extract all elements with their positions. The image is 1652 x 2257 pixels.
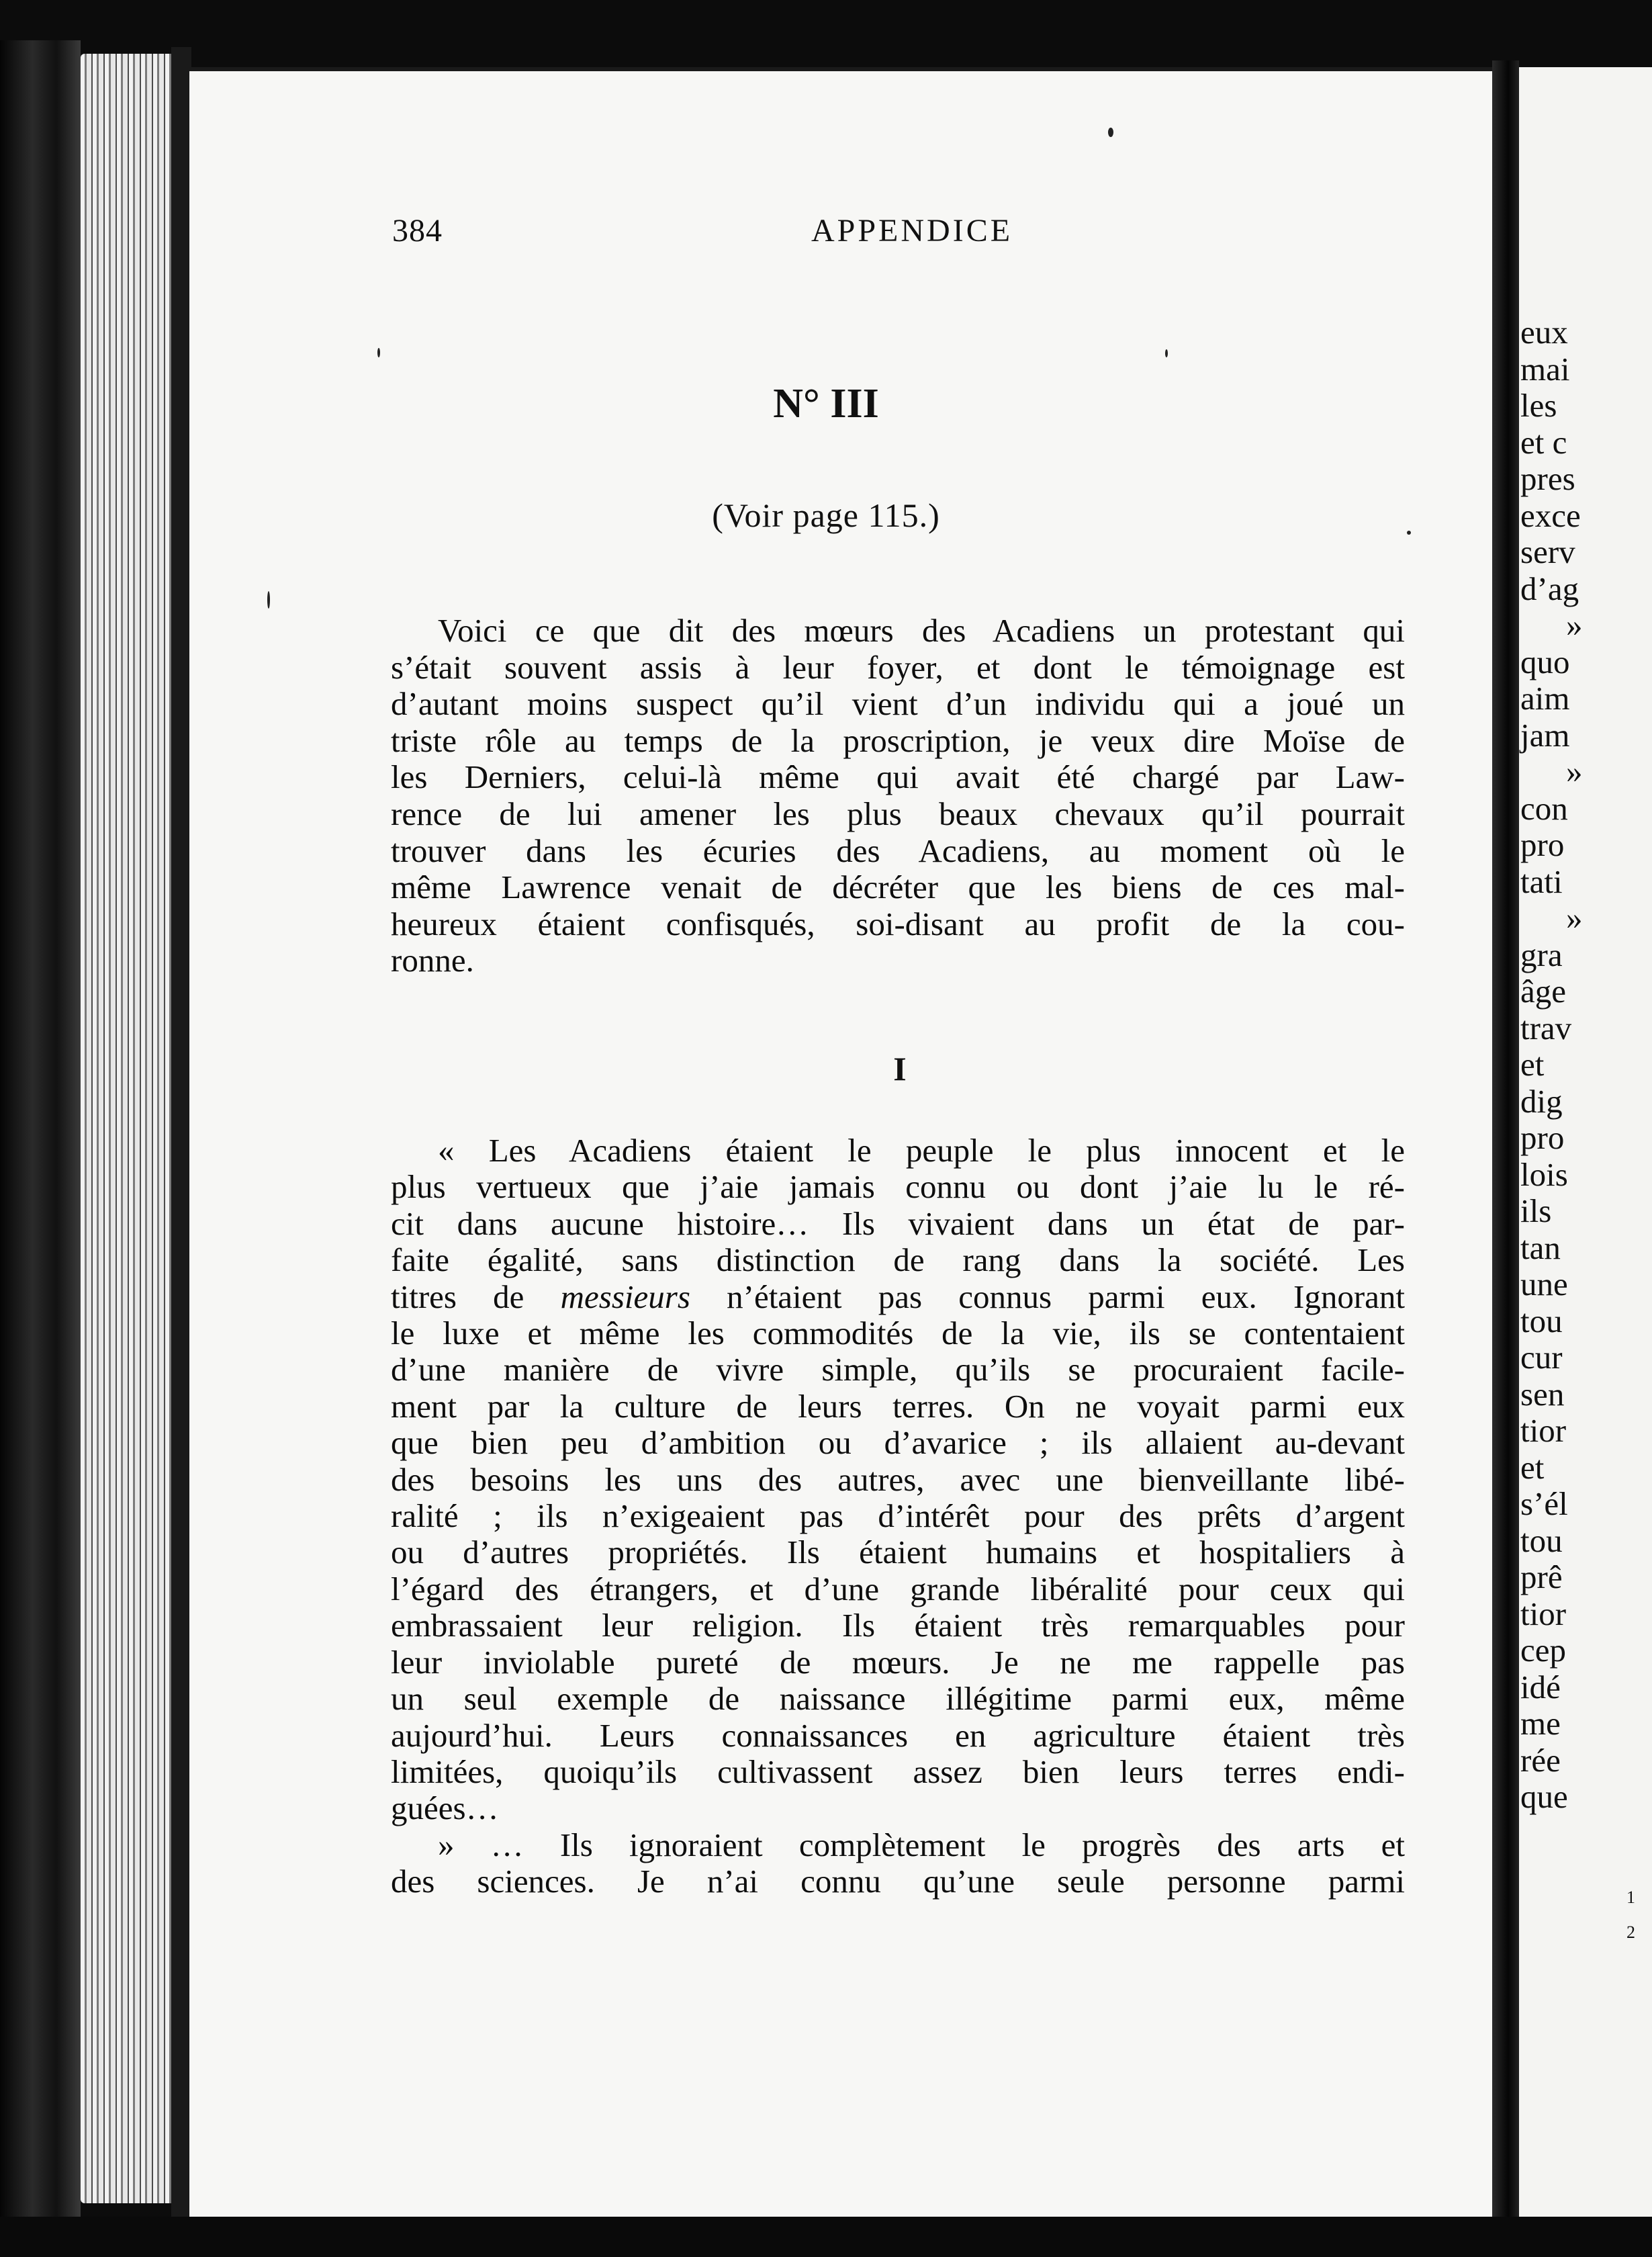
facing-page-line: quo — [1520, 643, 1570, 680]
facing-page-line: tati — [1520, 862, 1563, 900]
scan-speck — [1165, 349, 1168, 357]
scan-speck — [267, 591, 270, 609]
text-line: cit dans aucune histoire… Ils vivaient dans un état de par- — [391, 1204, 1405, 1242]
facing-page-line: et — [1520, 1046, 1545, 1083]
text-line: guées… — [391, 1789, 499, 1827]
page-edge-shadow — [171, 47, 191, 2217]
facing-page-line: tan — [1520, 1229, 1561, 1266]
scan-speck — [1108, 128, 1113, 137]
facing-footnote-mark: 2 — [1626, 1922, 1635, 1942]
text-line: embrassaient leur religion. Ils étaient très remarquables pour — [391, 1607, 1405, 1644]
scan-speck — [1407, 531, 1411, 535]
facing-page-line: cep — [1520, 1632, 1566, 1669]
text-line: limitées, quoiqu’ils cultivassent assez bien leurs terres endi- — [391, 1753, 1405, 1790]
facing-page-line: pro — [1520, 1119, 1565, 1156]
intro-paragraph — [391, 613, 1405, 979]
text-line-with-italic — [391, 1279, 1405, 1315]
facing-page-line: gra — [1520, 936, 1563, 973]
text-run: titres de — [391, 1278, 561, 1315]
facing-page-line: d’ag — [1520, 570, 1579, 607]
text-line: les Derniers, celui-là même qui avait été chargé par Law- — [391, 758, 1405, 796]
text-line: aujourd’hui. Leurs connaissances en agriculture étaient très — [391, 1716, 1405, 1754]
facing-page-line: » — [1566, 607, 1583, 644]
facing-page-line: me — [1520, 1705, 1561, 1742]
text-line: l’égard des étrangers, et d’une grande libéralité pour ceux qui — [391, 1570, 1405, 1607]
facing-page-line: idé — [1520, 1668, 1561, 1706]
text-line: faite égalité, sans distinction de rang dans la société. Les — [391, 1241, 1405, 1279]
text-line: ment par la culture de leurs terres. On ne voyait parmi eux — [391, 1387, 1405, 1425]
running-title: APPENDICE — [811, 213, 1013, 249]
facing-page-line: dig — [1520, 1082, 1563, 1120]
text-line: heureux étaient confisqués, soi-disant au profit de la cou- — [391, 905, 1405, 942]
facing-page-line: pro — [1520, 826, 1565, 863]
facing-page-line: tior — [1520, 1595, 1567, 1632]
text-line: trouver dans les écuries des Acadiens, au moment où le — [391, 832, 1405, 869]
facing-page-line: lois — [1520, 1155, 1568, 1193]
text-line: ou d’autres propriétés. Ils étaient humains et hospitaliers à — [391, 1534, 1405, 1571]
running-head — [0, 212, 1652, 253]
text-line: le luxe et même les commodités de la vie, ils se contentaient — [391, 1315, 1405, 1352]
facing-page-line: tou — [1520, 1302, 1563, 1339]
text-line: Voici ce que dit des mœurs des Acadiens un protestant qui — [438, 612, 1405, 649]
facing-page-line: exce — [1520, 496, 1581, 534]
page-number: 384 — [392, 213, 443, 249]
text-line: d’une manière de vivre simple, qu’ils se procuraient facile- — [391, 1351, 1405, 1388]
facing-page-line: cur — [1520, 1339, 1563, 1376]
scan-speck — [377, 348, 380, 357]
book-binding — [0, 40, 81, 2230]
facing-page-line: pres — [1520, 460, 1575, 497]
text-line: des sciences. Je n’ai connu qu’une seule personne parmi — [391, 1863, 1405, 1900]
text-line: que bien peu d’ambition ou d’avarice ; ils allaient au-devant — [391, 1424, 1405, 1462]
facing-page-line: aim — [1520, 680, 1570, 717]
facing-page-line: âge — [1520, 973, 1566, 1010]
text-line: des besoins les uns des autres, avec une bienveillante libé- — [391, 1460, 1405, 1498]
facing-page-line: » — [1566, 899, 1583, 936]
text-line: ronne. — [391, 942, 474, 979]
facing-page-line: ils — [1520, 1192, 1552, 1229]
facing-page-line: trav — [1520, 1009, 1572, 1047]
quotation — [391, 1133, 1405, 1900]
facing-page-line: con — [1520, 789, 1568, 827]
text-line: même Lawrence venait de décréter que les biens de ces mal- — [391, 869, 1405, 906]
text-line: ralité ; ils n’exigeaient pas d’intérêt pour des prêts d’argent — [391, 1497, 1405, 1535]
facing-page-line: s’él — [1520, 1485, 1568, 1522]
facing-page-line: sen — [1520, 1375, 1565, 1413]
section-number: N° III — [773, 381, 879, 427]
facing-page-line: tou — [1520, 1521, 1563, 1559]
facing-footnote-mark: 1 — [1626, 1888, 1635, 1907]
facing-page-line: et c — [1520, 423, 1567, 461]
facing-page-line: et — [1520, 1448, 1545, 1486]
text-line: « Les Acadiens étaient le peuple le plus innocent et le — [438, 1132, 1405, 1169]
text-line: s’était souvent assis à leur foyer, et dont le témoignage est — [391, 648, 1405, 686]
text-line: triste rôle au temps de la proscription, je veux dire Moïse de — [391, 721, 1405, 759]
facing-page-line: que — [1520, 1778, 1568, 1815]
text-line: d’autant moins suspect qu’il vient d’un individu qui a joué un — [391, 685, 1405, 723]
text-run: n’étaient pas connus parmi eux. Ignorant — [690, 1278, 1405, 1315]
facing-page-line: eux — [1520, 314, 1568, 351]
scan-bottom-border — [0, 2217, 1652, 2257]
facing-page-line: tior — [1520, 1412, 1567, 1449]
facing-page-line: » — [1566, 753, 1583, 790]
facing-page-line: prê — [1520, 1558, 1563, 1595]
part-number: I — [893, 1050, 907, 1088]
text-line: » … Ils ignoraient complètement le progrès des arts et — [438, 1826, 1405, 1863]
text-line: un seul exemple de naissance illégitime parmi eux, même — [391, 1680, 1405, 1718]
facing-page-line: serv — [1520, 533, 1575, 570]
facing-page-line: une — [1520, 1266, 1568, 1302]
facing-page-line: mai — [1520, 350, 1570, 388]
text-line: rence de lui amener les plus beaux chevaux qu’il pourrait — [391, 795, 1405, 832]
italic-word: messieurs — [560, 1278, 690, 1315]
facing-page-line: les — [1520, 387, 1557, 424]
text-line: plus vertueux que j’aie jamais connu ou dont j’aie lu le ré- — [391, 1168, 1405, 1206]
text-line: leur inviolable pureté de mœurs. Je ne me rappelle pas — [391, 1643, 1405, 1681]
facing-page-line: jam — [1520, 716, 1570, 754]
facing-page-line: rée — [1520, 1741, 1561, 1779]
cross-reference: (Voir page 115.) — [712, 496, 940, 534]
